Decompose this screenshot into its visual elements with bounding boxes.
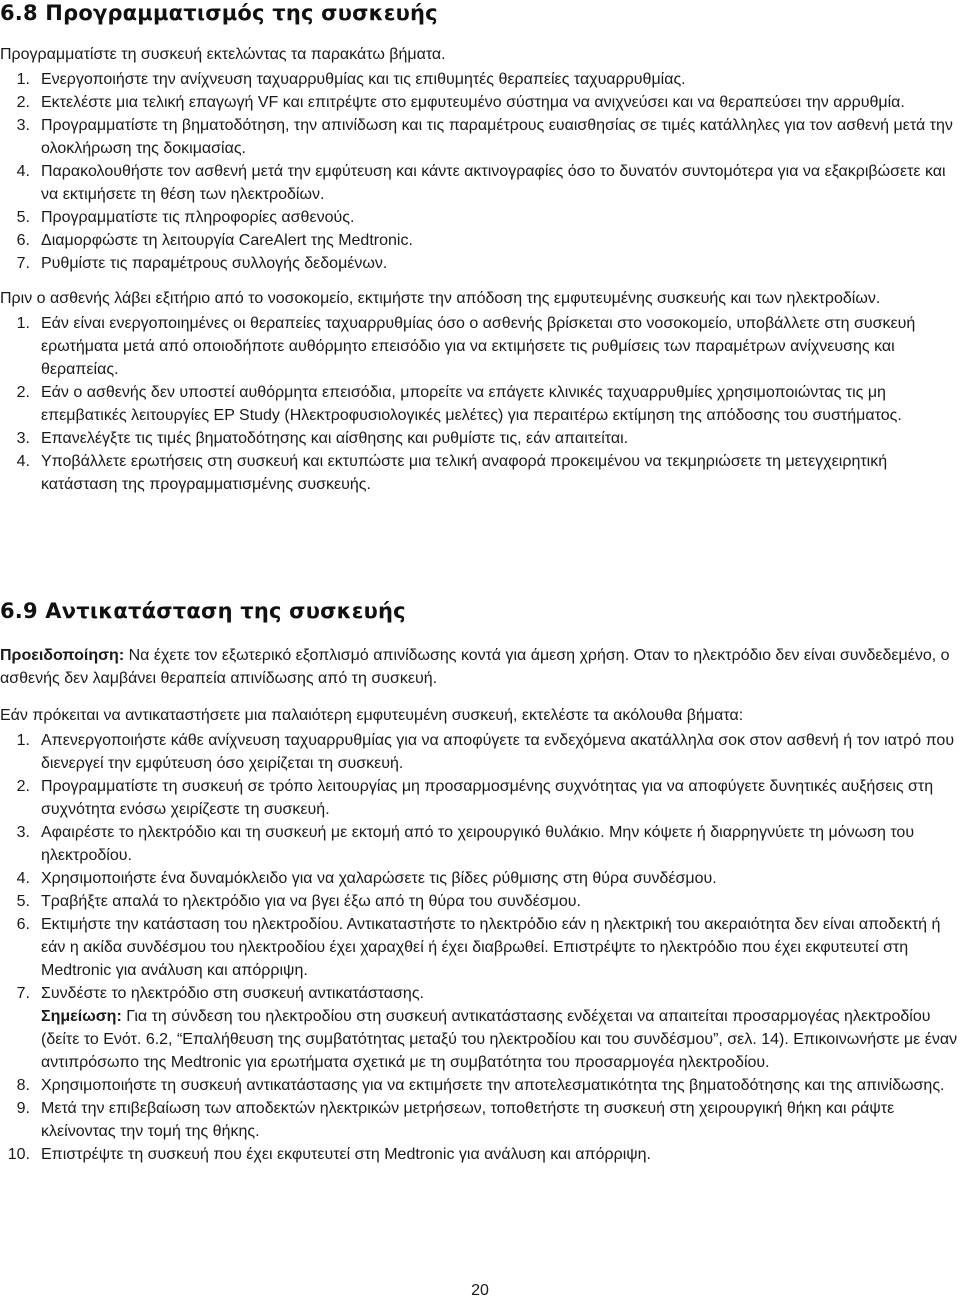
note (41, 1005, 960, 1074)
section-title: 6.8 Προγραμματισμός της συσκευής (0, 1, 438, 25)
page-number: 20 (471, 1282, 489, 1299)
warning-paragraph (0, 644, 960, 690)
list-item: 2. Εάν ο ασθενής δεν υποστεί αυθόρμητα επεισόδια, μπορείτε να επάγετε κλινικές ταχυαρρυθμίες χρησιμοποιώντας τις μη επεμβατικές λειτουργίες EP Study (Ηλεκτροφυσιολογικές μελέτες) για περαιτέρω εκτίμηση της απόδοσης του συστήματος. (16, 384, 902, 424)
discharge-steps-list (0, 312, 960, 496)
list-item: 5. Προγραμματίστε τις πληροφορίες ασθενούς. (16, 209, 355, 226)
list-item: 2. Εκτελέστε μια τελική επαγωγή VF και επιτρέψτε στο εμφυτευμένο σύστημα να ανιχνεύσει και να θεραπεύσει την αρρυθμία. (16, 94, 905, 111)
list-item: 1. Εάν είναι ενεργοποιημένες οι θεραπείες ταχυαρρυθμίας όσο ο ασθενής βρίσκεται στο νοσοκομείο, υποβάλλετε στη συσκευή ερωτήματα μετά από οποιοδήποτε αυθόρμητο επεισόδιο για να εκτιμήσετε τις ρυθμίσεις των παραμέτρων ανίχνευσης και θεραπείας. (16, 315, 916, 378)
replacement-intro-paragraph: Εάν πρόκειται να αντικαταστήσετε μια παλαιότερη εμφυτευμένη συσκευή, εκτελέστε τα ακόλουθα βήματα: (0, 707, 744, 724)
list-item: 7. Συνδέστε το ηλεκτρόδιο στη συσκευή αντικατάστασης. Σημείωση: Για τη σύνδεση του ηλεκτροδίου στη συσκευή αντικατάστασης ενδέχεται να απαιτείται προσαρμογέας ηλεκτροδίου (δείτε το Ενότ. 6.2, “Επαλήθευση της συμβατότητας μεταξύ του ηλεκτροδίου και του συνδέσμου”, σελ. 14). Επικοινωνήστε με έναν αντιπρόσωπο της Medtronic για ερωτήματα σχετικά με τη συμβατότητα του προσαρμογέα ηλεκτροδίου. (0, 982, 960, 1074)
section-6-9 (0, 598, 960, 1166)
list-item: 6. Διαμορφώστε τη λειτουργία CareAlert της Medtronic. (16, 232, 413, 249)
list-item: 9. Μετά την επιβεβαίωση των αποδεκτών ηλεκτρικών μετρήσεων, τοποθετήστε τη συσκευή στη χειρουργική θήκη και ράψτε κλείνοντας την τομή της θήκης. (16, 1100, 895, 1140)
warning-text: Να έχετε τον εξωτερικό εξοπλισμό απινίδωσης κοντά για άμεση χρήση. Οταν το ηλεκτρόδιο δεν είναι συνδεδεμένο, ο ασθενής δεν λαμβάνει θεραπεία απινίδωσης από τη συσκευή. (0, 647, 950, 687)
section-title: 6.9 Αντικατάσταση της συσκευής (0, 599, 406, 623)
list-item: 4. Υποβάλλετε ερωτήσεις στη συσκευή και εκτυπώστε μια τελική αναφορά προκειμένου να τεκμηριώσετε τη μετεγχειρητική κατάσταση της προγραμματισμένης συσκευής. (16, 453, 888, 493)
replacement-steps-list (0, 729, 960, 1166)
list-item: 1. Απενεργοποιήστε κάθε ανίχνευση ταχυαρρυθμίας για να αποφύγετε τα ενδεχόμενα ακατάλληλα σοκ στον ασθενή ή τον ιατρό που διενεργεί την εμφύτευση όσο χειρίζεται τη συσκευή. (16, 732, 955, 772)
list-item: 7. Ρυθμίστε τις παραμέτρους συλλογής δεδομένων. (16, 255, 388, 272)
note-text: Για τη σύνδεση του ηλεκτροδίου στη συσκευή αντικατάστασης ενδέχεται να απαιτείται προσαρμογέας ηλεκτροδίου (δείτε το Ενότ. 6.2, “Επαλήθευση της συμβατότητας μεταξύ του ηλεκτροδίου και του συνδέσμου”, σελ. 14). Επικοινωνήστε με έναν αντιπρόσωπο της Medtronic για ερωτήματα σχετικά με τη συμβατότητα του προσαρμογέα ηλεκτροδίου. (41, 1008, 958, 1071)
warning-label: Προειδοποίηση: (0, 647, 125, 664)
list-item: 2. Προγραμματίστε τη συσκευή σε τρόπο λειτουργίας μη προσαρμοσμένης συχνότητας για να αποφύγετε δυνητικές αυξήσεις στη συχνότητα ενόσω χειρίζεστε τη συσκευή. (16, 778, 934, 818)
note-label: Σημείωση: (41, 1008, 122, 1025)
list-item: 4. Παρακολουθήστε τον ασθενή μετά την εμφύτευση και κάντε ακτινογραφίες όσο το δυνατόν συντομότερα για να εξακριβώσετε και να εκτιμήσετε τη θέση των ηλεκτροδίων. (16, 163, 946, 203)
section-6-8 (0, 0, 960, 496)
list-item: 8. Χρησιμοποιήστε τη συσκευή αντικατάστασης για να εκτιμήσετε την αποτελεσματικότητα της βηματοδότησης και της απινίδωσης. (16, 1077, 945, 1094)
list-item: 5. Τραβήξτε απαλά το ηλεκτρόδιο για να βγει έξω από τη θύρα του συνδέσμου. (16, 893, 581, 910)
list-item: 3. Αφαιρέστε το ηλεκτρόδιο και τη συσκευή με εκτομή από το χειρουργικό θυλάκιο. Μην κόψετε ή διαρρηγνύετε τη μόνωση του ηλεκτροδίου. (16, 824, 915, 864)
list-item: 3. Επανελέγξτε τις τιμές βηματοδότησης και αίσθησης και ρυθμίστε τις, εάν απαιτείται. (16, 430, 629, 447)
discharge-intro-paragraph: Πριν ο ασθενής λάβει εξιτήριο από το νοσοκομείο, εκτιμήστε την απόδοση της εμφυτευμένης συσκευής και των ηλεκτροδίων. (0, 290, 881, 307)
list-item: 1. Ενεργοποιήστε την ανίχνευση ταχυαρρυθμίας και τις επιθυμητές θεραπείες ταχυαρρυθμίας. (16, 71, 686, 88)
programming-steps-list (0, 68, 960, 275)
list-item: 3. Προγραμματίστε τη βηματοδότηση, την απινίδωση και τις παραμέτρους ευαισθησίας σε τιμές κατάλληλες για τον ασθενή μετά την ολοκλήρωση της δοκιμασίας. (16, 117, 953, 157)
list-item: 4. Χρησιμοποιήστε ένα δυναμόκλειδο για να χαλαρώσετε τις βίδες ρύθμισης στη θύρα συνδέσμου. (16, 870, 717, 887)
intro-paragraph: Προγραμματίστε τη συσκευή εκτελώντας τα παρακάτω βήματα. (0, 46, 446, 63)
list-item: 6. Εκτιμήστε την κατάσταση του ηλεκτροδίου. Αντικαταστήστε το ηλεκτρόδιο εάν η ηλεκτρική του ακεραιότητα δεν είναι αποδεκτή ή εάν η ακίδα συνδέσμου του ηλεκτροδίου έχει χαραχθεί ή έχει διαβρωθεί. Επιστρέψτε το ηλεκτρόδιο που έχει εκφυτευτεί στη Medtronic για ανάλυση και απόρριψη. (16, 916, 941, 979)
list-item: 10. Επιστρέψτε τη συσκευή που έχει εκφυτευτεί στη Medtronic για ανάλυση και απόρριψη. (7, 1146, 651, 1163)
